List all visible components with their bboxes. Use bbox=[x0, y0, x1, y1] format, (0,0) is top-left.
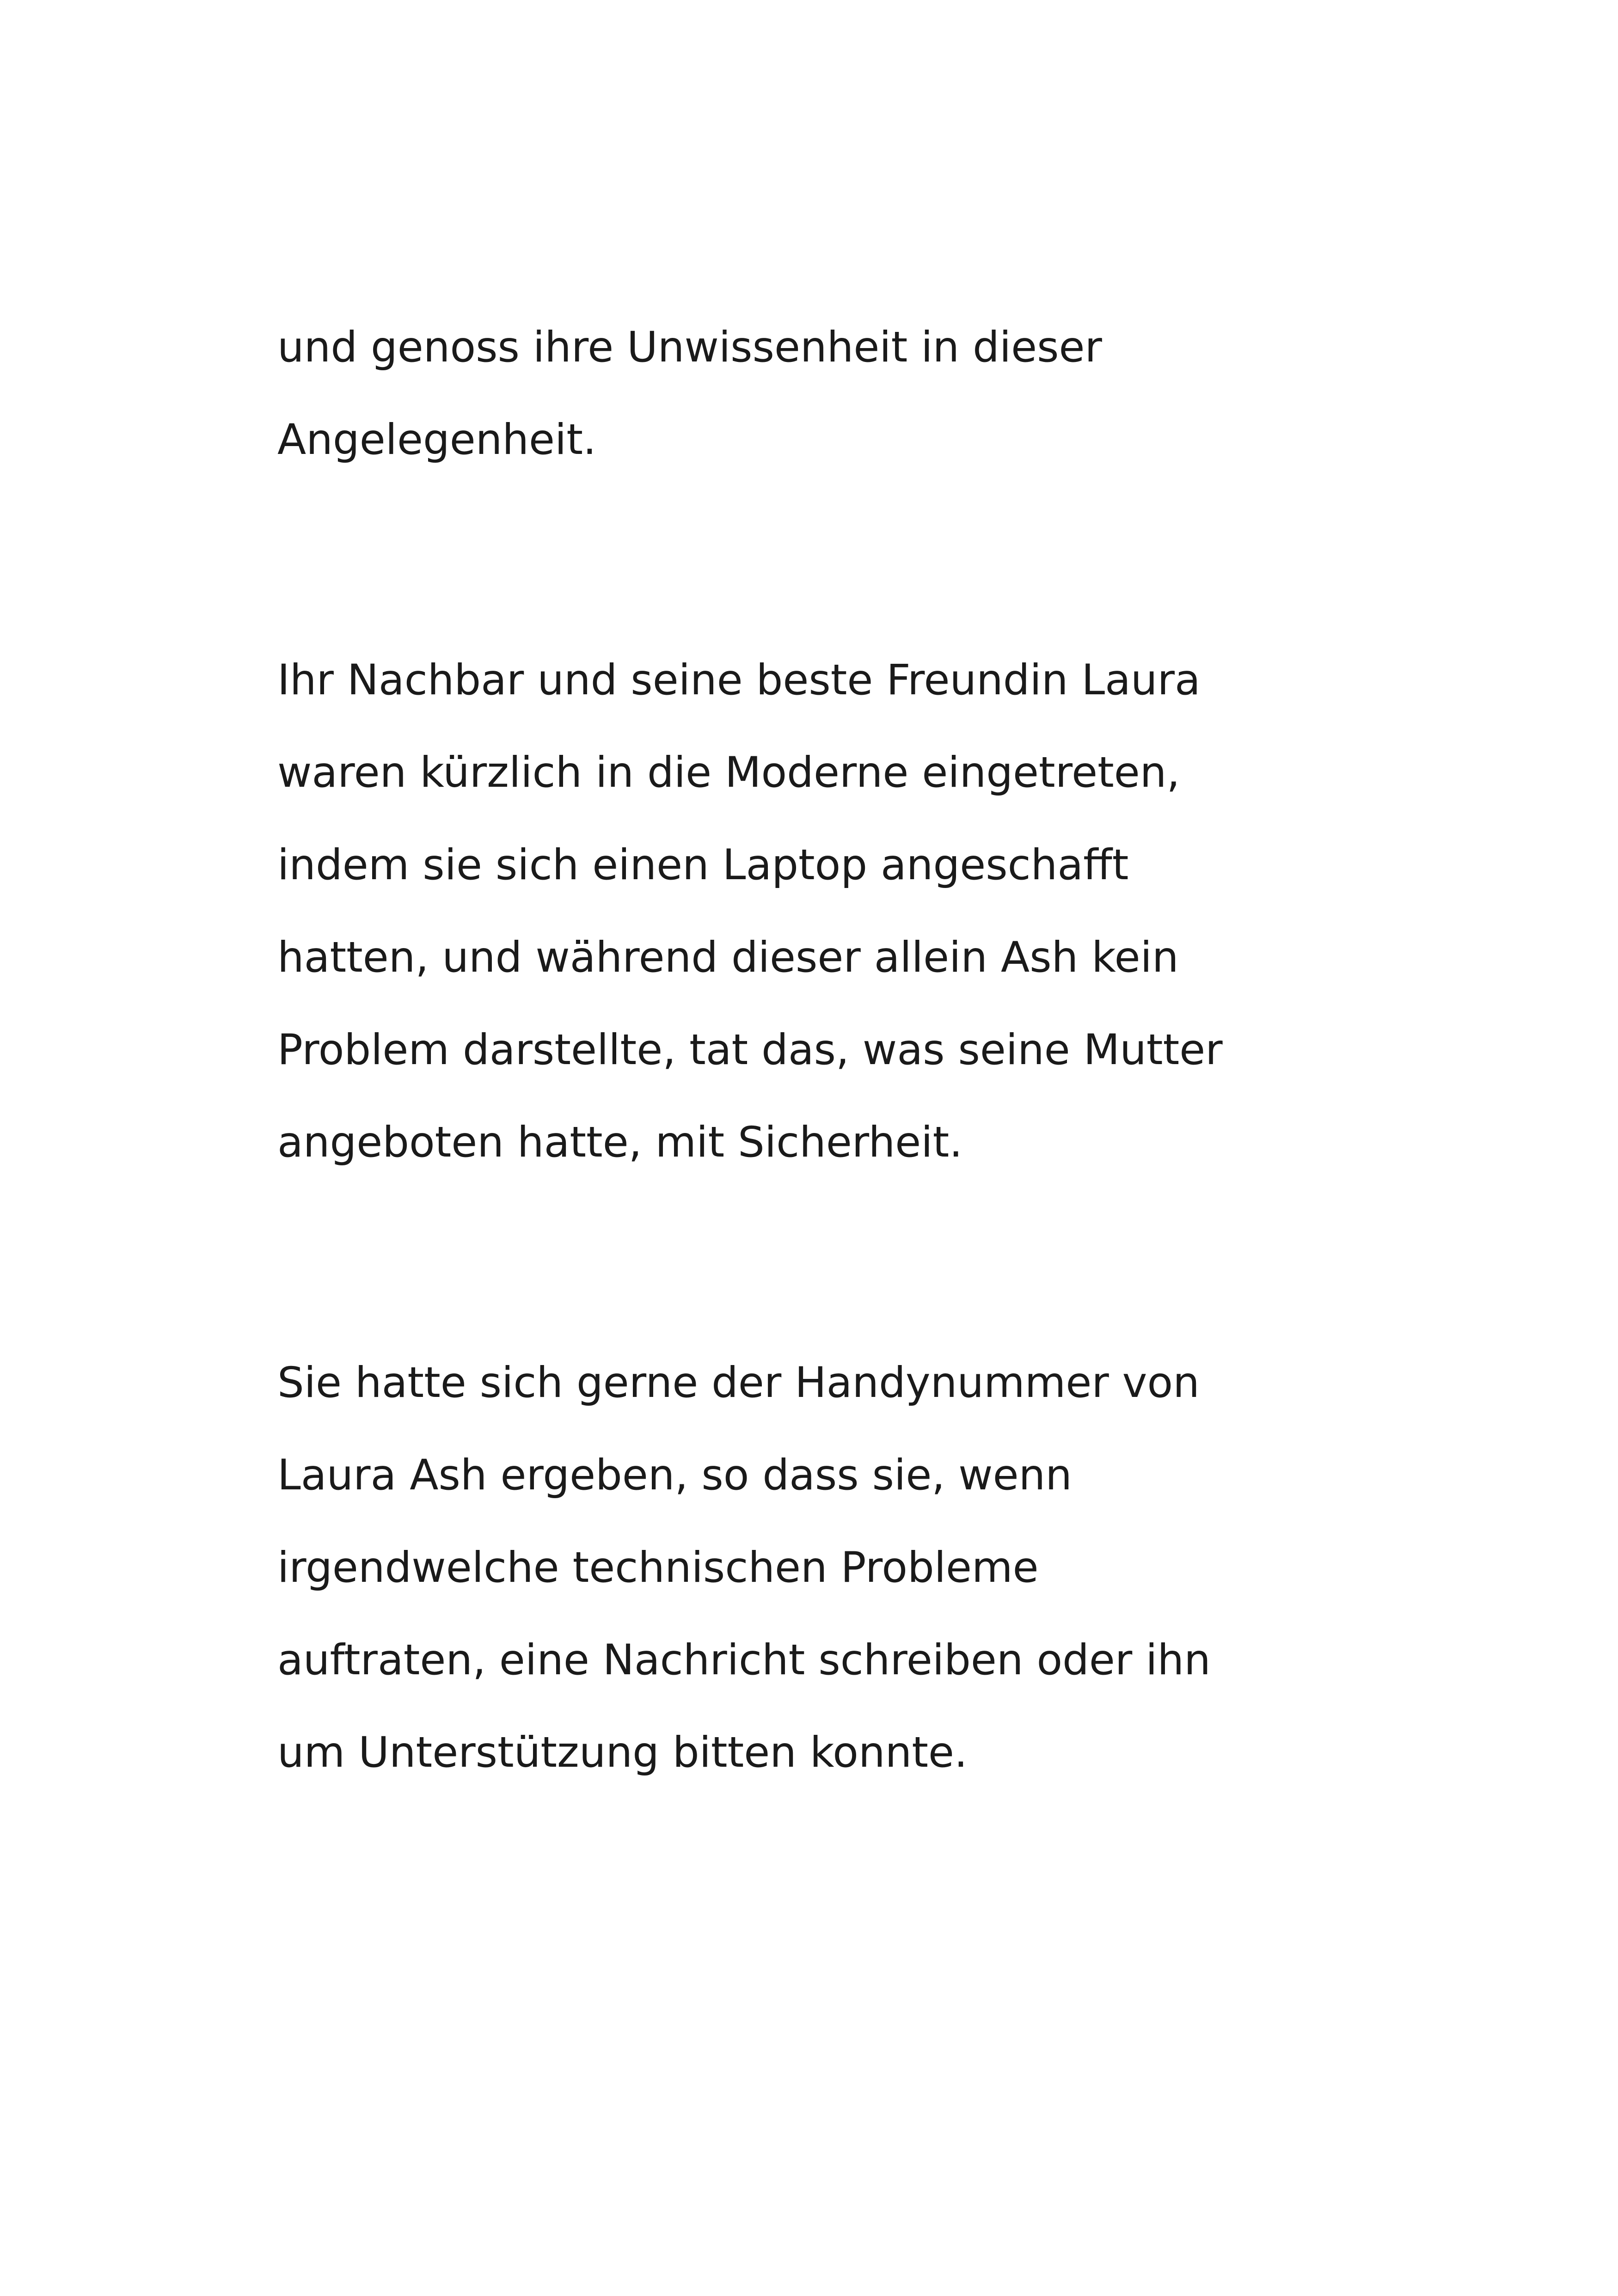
text-line: irgendwelche technischen Probleme bbox=[277, 1543, 1039, 1592]
text-line: Angelegenheit. bbox=[277, 416, 596, 464]
text-line: Ihr Nachbar und seine beste Freundin Laura bbox=[277, 656, 1201, 704]
text-line: auftraten, eine Nachricht schreiben oder ihn bbox=[277, 1636, 1211, 1684]
text-line: indem sie sich einen Laptop angeschafft bbox=[277, 841, 1129, 889]
text-line: und genoss ihre Unwissenheit in dieser bbox=[277, 323, 1102, 372]
text-line: waren kürzlich in die Moderne eingetreten, bbox=[277, 748, 1180, 797]
paragraph-1 bbox=[277, 301, 1618, 486]
text-line: um Unterstützung bitten konnte. bbox=[277, 1728, 968, 1777]
paragraph-3 bbox=[277, 1337, 1618, 1799]
text-line: Laura Ash ergeben, so dass sie, wenn bbox=[277, 1451, 1072, 1500]
text-line: angeboten hatte, mit Sicherheit. bbox=[277, 1118, 963, 1167]
text-line: Problem darstellte, tat das, was seine Mutter bbox=[277, 1026, 1223, 1074]
text-line: Sie hatte sich gerne der Handynummer von bbox=[277, 1359, 1200, 1407]
text-line: hatten, und während dieser allein Ash kein bbox=[277, 933, 1179, 982]
paragraph-2 bbox=[277, 634, 1618, 1189]
